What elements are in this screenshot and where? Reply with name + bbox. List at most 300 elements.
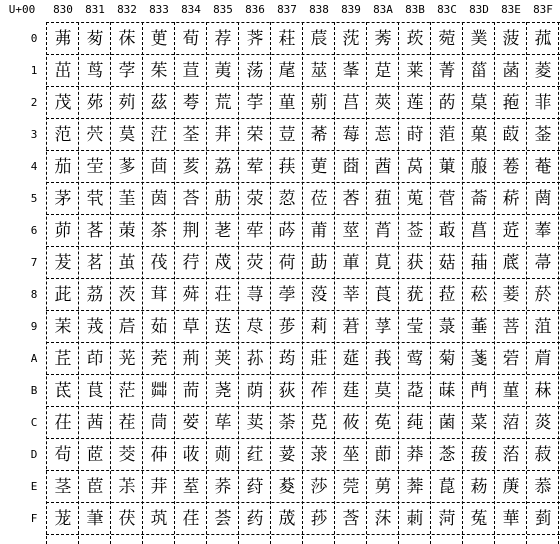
glyph-cell: 菮 xyxy=(502,477,520,497)
glyph-cell: 莉 xyxy=(310,317,328,337)
glyph-cell: 菸 xyxy=(534,285,552,305)
glyph-cell: 茸 xyxy=(150,285,168,305)
glyph-cell: 荡 xyxy=(246,61,264,81)
glyph-cell: 荏 xyxy=(182,509,200,529)
glyph-cell: 荫 xyxy=(246,381,264,401)
glyph-cell: 茝 xyxy=(86,445,104,465)
glyph-cell: 莈 xyxy=(310,285,328,305)
grid-line-vertical xyxy=(558,22,559,544)
glyph-cell: 茘 xyxy=(86,285,104,305)
glyph-cell: 莤 xyxy=(374,157,392,177)
grid-line-horizontal xyxy=(46,374,560,375)
glyph-cell: 菝 xyxy=(470,445,488,465)
glyph-cell: 菼 xyxy=(534,413,552,433)
glyph-cell: 荶 xyxy=(278,221,296,241)
row-header: C xyxy=(30,416,38,429)
glyph-cell: 荮 xyxy=(246,477,264,497)
glyph-cell: 茞 xyxy=(86,477,104,497)
glyph-cell: 荢 xyxy=(246,93,264,113)
glyph-cell: 莙 xyxy=(342,317,360,337)
glyph-cell: 莔 xyxy=(342,157,360,177)
glyph-cell: 茖 xyxy=(86,221,104,241)
glyph-cell: 荆 xyxy=(182,221,200,241)
glyph-cell: 莎 xyxy=(310,477,328,497)
row-header: 4 xyxy=(30,160,38,173)
chart-corner-label: U+00 xyxy=(8,3,36,16)
row-header: 3 xyxy=(30,128,38,141)
glyph-cell: 菻 xyxy=(534,381,552,401)
glyph-cell: 茋 xyxy=(54,381,72,401)
glyph-cell: 荞 xyxy=(214,477,232,497)
glyph-cell: 荩 xyxy=(246,317,264,337)
glyph-cell: 菞 xyxy=(470,477,488,497)
glyph-cell: 荦 xyxy=(246,221,264,241)
glyph-cell: 菇 xyxy=(438,253,456,273)
column-header: 835 xyxy=(213,3,233,16)
grid-line-horizontal xyxy=(46,86,560,87)
glyph-cell: 茉 xyxy=(54,317,72,337)
grid-line-vertical xyxy=(174,22,175,544)
column-header: 830 xyxy=(53,3,73,16)
glyph-cell: 荾 xyxy=(278,477,296,497)
glyph-cell: 莐 xyxy=(342,29,360,49)
glyph-cell: 菃 xyxy=(438,125,456,145)
row-header: A xyxy=(30,352,38,365)
glyph-cell: 莧 xyxy=(374,253,392,273)
glyph-cell: 荽 xyxy=(278,445,296,465)
glyph-cell: 菡 xyxy=(502,61,520,81)
grid-line-vertical xyxy=(110,22,111,544)
grid-line-vertical xyxy=(462,22,463,544)
grid-line-horizontal xyxy=(46,246,560,247)
glyph-cell: 荓 xyxy=(214,125,232,145)
column-header: 838 xyxy=(309,3,329,16)
row-header: B xyxy=(30,384,38,397)
glyph-cell: 莪 xyxy=(374,349,392,369)
glyph-cell: 茓 xyxy=(86,125,104,145)
grid-line-vertical xyxy=(78,22,79,544)
glyph-cell: 莒 xyxy=(342,93,360,113)
glyph-cell: 茻 xyxy=(150,381,168,401)
grid-line-vertical xyxy=(334,22,335,544)
glyph-cell: 莶 xyxy=(406,221,424,241)
glyph-cell: 荌 xyxy=(182,413,200,433)
glyph-cell: 莁 xyxy=(310,61,328,81)
glyph-cell: 菿 xyxy=(534,509,552,529)
glyph-cell: 茥 xyxy=(118,189,136,209)
grid-line-vertical xyxy=(270,22,271,544)
glyph-cell: 茫 xyxy=(118,381,136,401)
grid-line-horizontal xyxy=(46,150,560,151)
grid-line-horizontal xyxy=(46,278,560,279)
column-header: 831 xyxy=(85,3,105,16)
glyph-cell: 菱 xyxy=(534,61,552,81)
glyph-cell: 荇 xyxy=(182,253,200,273)
glyph-cell: 莩 xyxy=(374,317,392,337)
glyph-cell: 菢 xyxy=(502,93,520,113)
glyph-cell: 莃 xyxy=(310,125,328,145)
glyph-cell: 莏 xyxy=(310,509,328,529)
glyph-cell: 荻 xyxy=(278,381,296,401)
glyph-cell: 茕 xyxy=(86,189,104,209)
glyph-cell: 荰 xyxy=(278,29,296,49)
glyph-cell: 莳 xyxy=(406,125,424,145)
glyph-cell: 莗 xyxy=(342,253,360,273)
glyph-cell: 茠 xyxy=(118,29,136,49)
glyph-cell: 莅 xyxy=(310,189,328,209)
grid-line-horizontal xyxy=(46,342,560,343)
column-header: 83E xyxy=(501,3,521,16)
glyph-cell: 菒 xyxy=(470,93,488,113)
row-header: 2 xyxy=(30,96,38,109)
glyph-cell: 莢 xyxy=(374,93,392,113)
glyph-cell: 茽 xyxy=(150,445,168,465)
glyph-cell: 莫 xyxy=(374,381,392,401)
row-header: D xyxy=(30,448,38,461)
grid-line-horizontal xyxy=(46,118,560,119)
glyph-cell: 菕 xyxy=(470,189,488,209)
glyph-cell: 荔 xyxy=(214,157,232,177)
glyph-cell: 荃 xyxy=(182,125,200,145)
glyph-cell: 茔 xyxy=(86,157,104,177)
column-header: 832 xyxy=(117,3,137,16)
row-header: 8 xyxy=(30,288,38,301)
column-header: 834 xyxy=(181,3,201,16)
grid-line-vertical xyxy=(494,22,495,544)
grid-line-horizontal xyxy=(46,22,560,23)
glyph-cell: 菬 xyxy=(502,413,520,433)
glyph-cell: 茍 xyxy=(54,445,72,465)
glyph-cell: 菘 xyxy=(470,285,488,305)
glyph-cell: 荟 xyxy=(214,509,232,529)
grid-line-vertical xyxy=(398,22,399,544)
glyph-cell: 菀 xyxy=(438,29,456,49)
glyph-cell: 菛 xyxy=(470,381,488,401)
glyph-cell: 茨 xyxy=(118,285,136,305)
glyph-cell: 茄 xyxy=(54,157,72,177)
row-header: 6 xyxy=(30,224,38,237)
glyph-cell: 菚 xyxy=(470,349,488,369)
glyph-cell: 菎 xyxy=(438,477,456,497)
glyph-cell: 菥 xyxy=(502,189,520,209)
glyph-cell: 荪 xyxy=(246,349,264,369)
column-header: 83A xyxy=(373,3,393,16)
glyph-cell: 莠 xyxy=(374,29,392,49)
glyph-cell: 荀 xyxy=(182,29,200,49)
glyph-cell: 荘 xyxy=(214,285,232,305)
grid-line-horizontal xyxy=(46,214,560,215)
glyph-cell: 茁 xyxy=(54,61,72,81)
glyph-cell: 茅 xyxy=(54,189,72,209)
glyph-cell: 菾 xyxy=(534,477,552,497)
glyph-cell: 莌 xyxy=(310,413,328,433)
glyph-cell: 莟 xyxy=(342,509,360,529)
glyph-cell: 荑 xyxy=(214,61,232,81)
column-header: 837 xyxy=(277,3,297,16)
row-header: 5 xyxy=(30,192,38,205)
glyph-cell: 茱 xyxy=(150,61,168,81)
column-header: 83F xyxy=(533,3,553,16)
grid-line-horizontal xyxy=(46,406,560,407)
column-header: 83D xyxy=(469,3,489,16)
glyph-cell: 莄 xyxy=(310,157,328,177)
glyph-cell: 茂 xyxy=(54,93,72,113)
glyph-cell: 莑 xyxy=(342,61,360,81)
glyph-cell: 菩 xyxy=(502,317,520,337)
glyph-cell: 莲 xyxy=(406,93,424,113)
glyph-cell: 荤 xyxy=(246,157,264,177)
glyph-cell: 茩 xyxy=(118,317,136,337)
grid-line-vertical xyxy=(46,22,47,544)
glyph-cell: 菔 xyxy=(470,157,488,177)
grid-line-vertical xyxy=(366,22,367,544)
glyph-cell: 莍 xyxy=(310,445,328,465)
glyph-cell: 荭 xyxy=(246,445,264,465)
grid-line-vertical xyxy=(302,22,303,544)
glyph-cell: 茊 xyxy=(54,349,72,369)
glyph-cell: 茇 xyxy=(54,253,72,273)
glyph-cell: 莨 xyxy=(374,285,392,305)
glyph-cell: 菖 xyxy=(470,221,488,241)
glyph-cell: 菳 xyxy=(534,125,552,145)
glyph-cell: 莘 xyxy=(342,285,360,305)
glyph-cell: 菶 xyxy=(534,221,552,241)
glyph-cell: 莵 xyxy=(406,189,424,209)
glyph-cell: 荠 xyxy=(246,29,264,49)
glyph-cell: 茡 xyxy=(118,61,136,81)
glyph-cell: 茪 xyxy=(118,349,136,369)
grid-line-horizontal xyxy=(46,54,560,55)
glyph-cell: 菁 xyxy=(438,61,456,81)
glyph-cell: 莻 xyxy=(406,381,424,401)
glyph-cell: 范 xyxy=(54,125,72,145)
glyph-cell: 莥 xyxy=(374,189,392,209)
glyph-cell: 荴 xyxy=(278,157,296,177)
row-header: 9 xyxy=(30,320,38,333)
column-header: 836 xyxy=(245,3,265,16)
glyph-cell: 荱 xyxy=(278,61,296,81)
glyph-cell: 茵 xyxy=(150,189,168,209)
glyph-cell: 茈 xyxy=(54,285,72,305)
glyph-cell: 莜 xyxy=(342,413,360,433)
glyph-cell: 荿 xyxy=(278,509,296,529)
glyph-cell: 荖 xyxy=(214,221,232,241)
grid-line-horizontal xyxy=(46,310,560,311)
glyph-cell: 莋 xyxy=(310,381,328,401)
glyph-cell: 茟 xyxy=(86,509,104,529)
glyph-cell: 茿 xyxy=(150,509,168,529)
grid-line-vertical xyxy=(206,22,207,544)
glyph-cell: 荗 xyxy=(214,253,232,273)
glyph-cell: 获 xyxy=(406,253,424,273)
glyph-cell: 茌 xyxy=(54,413,72,433)
glyph-cell: 菄 xyxy=(438,157,456,177)
glyph-cell: 菧 xyxy=(502,253,520,273)
grid-line-horizontal xyxy=(46,182,560,183)
glyph-cell: 菤 xyxy=(502,157,520,177)
glyph-cell: 莡 xyxy=(374,61,392,81)
glyph-cell: 荧 xyxy=(246,253,264,273)
glyph-cell: 茶 xyxy=(150,221,168,241)
glyph-cell: 菭 xyxy=(502,445,520,465)
glyph-cell: 菣 xyxy=(502,125,520,145)
glyph-cell: 草 xyxy=(182,317,200,337)
glyph-cell: 荳 xyxy=(278,125,296,145)
glyph-cell: 莯 xyxy=(374,509,392,529)
glyph-cell: 茑 xyxy=(86,61,104,81)
glyph-cell: 茾 xyxy=(150,477,168,497)
glyph-cell: 菨 xyxy=(502,285,520,305)
grid-line-horizontal xyxy=(46,534,560,535)
glyph-cell: 荝 xyxy=(214,445,232,465)
glyph-cell: 莊 xyxy=(310,349,328,369)
glyph-cell: 華 xyxy=(502,509,520,529)
glyph-cell: 菜 xyxy=(470,413,488,433)
glyph-cell: 菅 xyxy=(438,189,456,209)
glyph-cell: 荼 xyxy=(278,413,296,433)
glyph-cell: 莛 xyxy=(342,381,360,401)
glyph-cell: 菫 xyxy=(502,381,520,401)
glyph-cell: 荙 xyxy=(214,317,232,337)
glyph-cell: 荈 xyxy=(182,285,200,305)
glyph-cell: 莮 xyxy=(374,477,392,497)
glyph-cell: 菂 xyxy=(438,93,456,113)
column-header: 833 xyxy=(149,3,169,16)
glyph-cell: 莂 xyxy=(310,93,328,113)
glyph-cell: 茜 xyxy=(86,413,104,433)
glyph-cell: 茭 xyxy=(118,445,136,465)
glyph-cell: 菑 xyxy=(470,61,488,81)
glyph-cell: 荐 xyxy=(214,29,232,49)
glyph-cell: 菹 xyxy=(534,317,552,337)
glyph-cell: 茦 xyxy=(118,221,136,241)
glyph-cell: 菏 xyxy=(438,509,456,529)
glyph-cell: 茚 xyxy=(86,349,104,369)
glyph-cell: 茷 xyxy=(150,253,168,273)
grid-line-vertical xyxy=(238,22,239,544)
row-header: E xyxy=(30,480,38,493)
glyph-cell: 荕 xyxy=(214,189,232,209)
row-header: 1 xyxy=(30,64,38,77)
glyph-cell: 茗 xyxy=(86,253,104,273)
row-header: 0 xyxy=(30,32,38,45)
glyph-cell: 菙 xyxy=(470,317,488,337)
glyph-cell: 菪 xyxy=(502,349,520,369)
glyph-cell: 菗 xyxy=(470,253,488,273)
glyph-cell: 莹 xyxy=(406,317,424,337)
grid-line-horizontal xyxy=(46,438,560,439)
glyph-cell: 茧 xyxy=(118,253,136,273)
glyph-cell: 荅 xyxy=(182,189,200,209)
glyph-cell: 莆 xyxy=(310,221,328,241)
glyph-cell: 茮 xyxy=(118,477,136,497)
glyph-cell: 茴 xyxy=(150,157,168,177)
glyph-cell: 荹 xyxy=(278,317,296,337)
glyph-cell: 菵 xyxy=(534,189,552,209)
glyph-cell: 莚 xyxy=(342,349,360,369)
glyph-cell: 莓 xyxy=(342,125,360,145)
glyph-cell: 茤 xyxy=(118,157,136,177)
glyph-cell: 莞 xyxy=(342,477,360,497)
glyph-cell: 莀 xyxy=(310,29,328,49)
column-header: 839 xyxy=(341,3,361,16)
glyph-cell: 茹 xyxy=(150,317,168,337)
glyph-cell: 荛 xyxy=(214,381,232,401)
glyph-cell: 菐 xyxy=(470,29,488,49)
glyph-cell: 菴 xyxy=(534,157,552,177)
glyph-cell: 药 xyxy=(246,509,264,529)
glyph-cell: 茢 xyxy=(118,93,136,113)
glyph-cell: 茳 xyxy=(150,125,168,145)
glyph-cell: 荲 xyxy=(278,93,296,113)
glyph-cell: 荄 xyxy=(182,157,200,177)
glyph-cell: 茲 xyxy=(150,93,168,113)
glyph-cell: 莬 xyxy=(374,413,392,433)
row-header: 7 xyxy=(30,256,38,269)
glyph-cell: 荵 xyxy=(278,189,296,209)
glyph-cell: 茀 xyxy=(54,29,72,49)
glyph-cell: 茐 xyxy=(86,29,104,49)
glyph-cell: 荥 xyxy=(246,189,264,209)
glyph-cell: 菽 xyxy=(534,445,552,465)
glyph-cell: 莺 xyxy=(406,349,424,369)
glyph-cell: 荊 xyxy=(182,349,200,369)
glyph-cell: 莼 xyxy=(406,413,424,433)
glyph-cell: 茆 xyxy=(54,221,72,241)
glyph-cell: 菲 xyxy=(534,93,552,113)
glyph-cell: 菈 xyxy=(438,285,456,305)
glyph-cell: 茎 xyxy=(54,477,72,497)
glyph-cell: 菺 xyxy=(534,349,552,369)
glyph-cell: 荜 xyxy=(214,413,232,433)
glyph-cell: 莸 xyxy=(406,285,424,305)
glyph-cell: 菌 xyxy=(438,413,456,433)
glyph-cell: 荬 xyxy=(246,413,264,433)
column-header: 83C xyxy=(437,3,457,16)
glyph-cell: 茺 xyxy=(150,349,168,369)
glyph-cell: 荋 xyxy=(182,381,200,401)
grid-line-horizontal xyxy=(46,470,560,471)
glyph-cell: 菠 xyxy=(502,29,520,49)
glyph-cell: 茬 xyxy=(118,413,136,433)
glyph-cell: 莽 xyxy=(406,445,424,465)
glyph-cell: 荨 xyxy=(246,285,264,305)
glyph-cell: 莿 xyxy=(406,509,424,529)
glyph-cell: 莖 xyxy=(342,221,360,241)
glyph-cell: 莱 xyxy=(406,61,424,81)
grid-line-vertical xyxy=(142,22,143,544)
glyph-cell: 荚 xyxy=(214,349,232,369)
glyph-cell: 菟 xyxy=(470,509,488,529)
glyph-cell: 荺 xyxy=(278,349,296,369)
glyph-cell: 茼 xyxy=(150,413,168,433)
glyph-cell: 茏 xyxy=(54,509,72,529)
glyph-cell: 茒 xyxy=(86,93,104,113)
glyph-cell: 菷 xyxy=(534,253,552,273)
glyph-cell: 菰 xyxy=(534,29,552,49)
glyph-cell: 莝 xyxy=(342,445,360,465)
glyph-cell: 菍 xyxy=(438,445,456,465)
glyph-cell: 莕 xyxy=(342,189,360,209)
grid-line-vertical xyxy=(430,22,431,544)
glyph-cell: 莣 xyxy=(374,125,392,145)
glyph-cell: 荂 xyxy=(182,93,200,113)
glyph-cell: 菆 xyxy=(438,221,456,241)
glyph-cell: 菊 xyxy=(438,349,456,369)
glyph-cell: 莰 xyxy=(406,29,424,49)
glyph-cell: 菓 xyxy=(470,125,488,145)
glyph-cell: 菉 xyxy=(438,317,456,337)
